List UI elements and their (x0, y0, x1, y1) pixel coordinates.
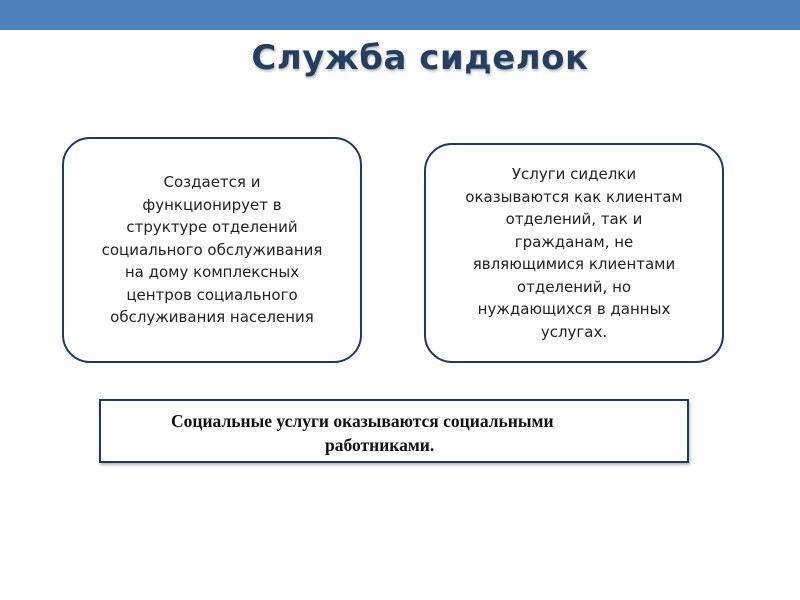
info-card-left (62, 137, 362, 363)
info-card-left-text: Создается и функционирует в структуре отделений социального обслуживания на дому комплексных центров социального обслуживания населения (101, 173, 323, 327)
slide-title: Служба сиделок (251, 38, 589, 78)
info-card-right-text: Услуги сиделки оказываются как клиентам отделений, так и гражданам, не являющимися клиентами отделений, но нуждающихся в данных услугах. (465, 165, 683, 341)
info-card-right (424, 143, 724, 363)
note-text-line-1: Социальные услуги оказываются социальными (171, 411, 554, 431)
note-text-line-2: работниками. (325, 435, 435, 455)
top-decorative-bar (0, 0, 800, 30)
note-box (99, 399, 689, 463)
